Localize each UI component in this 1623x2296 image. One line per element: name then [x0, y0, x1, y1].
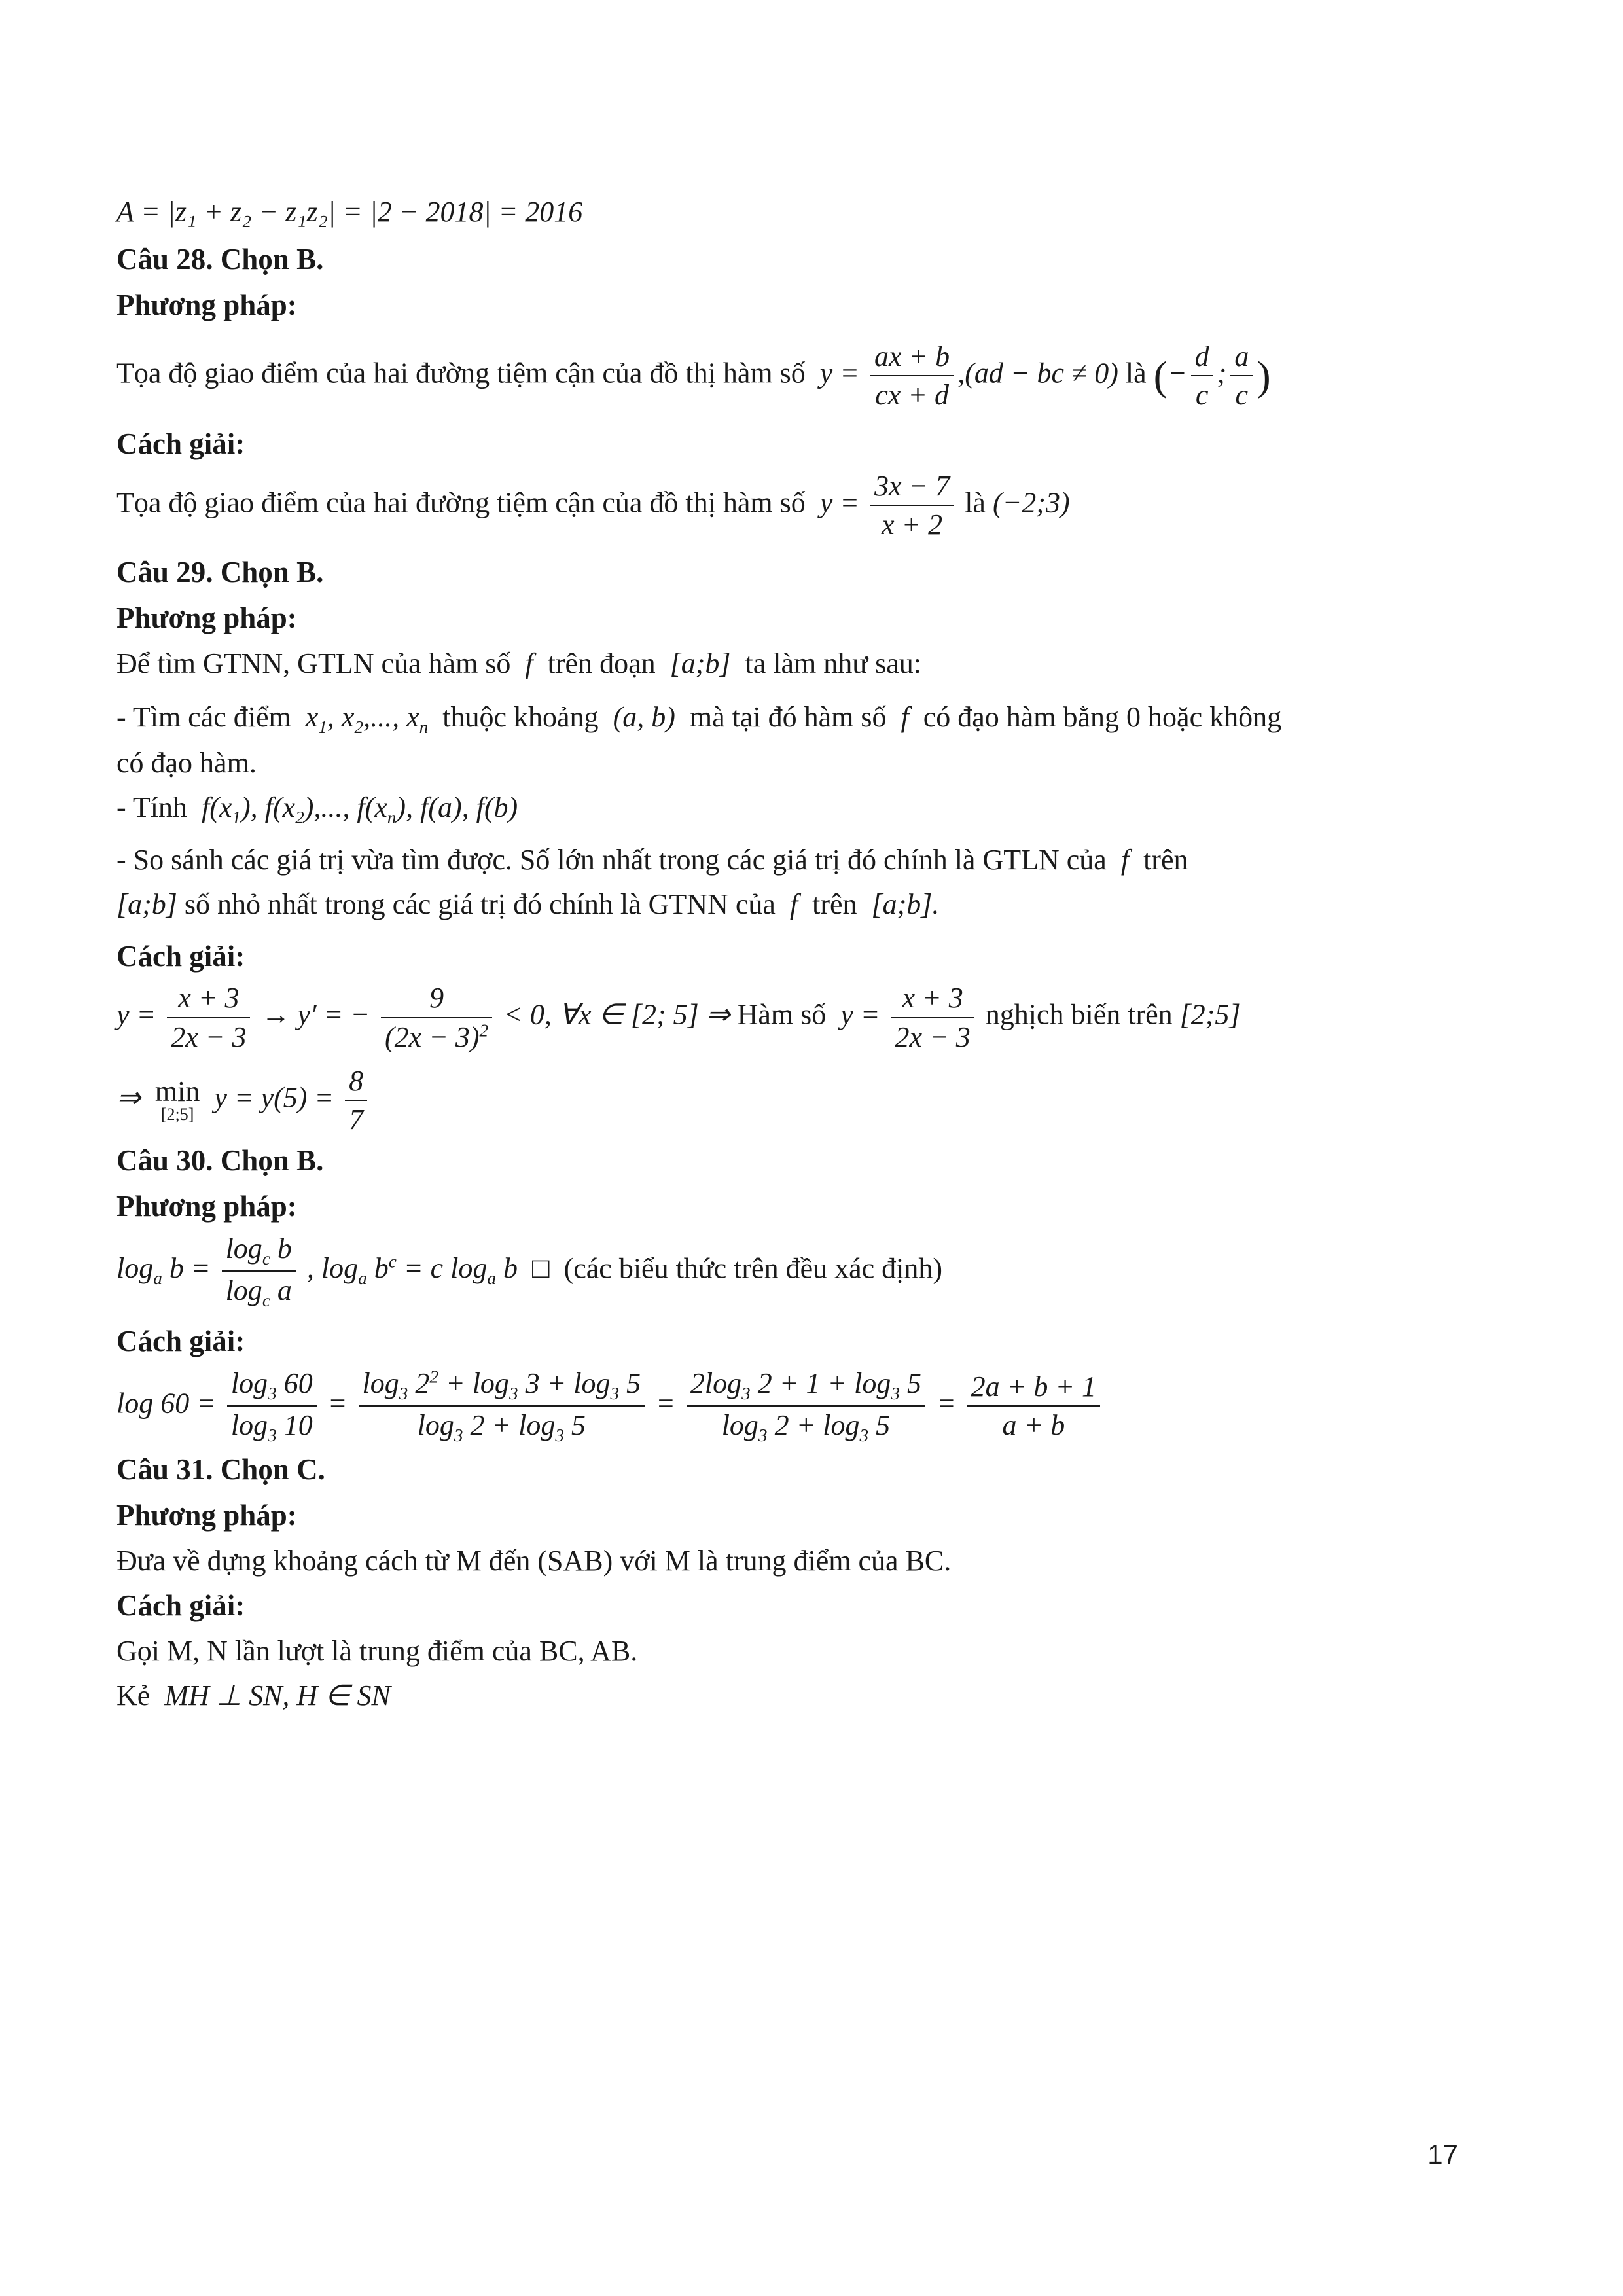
fraction: $\frac{2a + b + 1}{a + b}$ — [967, 1368, 1100, 1444]
q30-method-line: $\log_a b$ = $\frac{\log_c b}{\log_c a}$ , $\log_a b^c = c$ $\log_a b$ □ (các biểu thức trên đều xác định) — [116, 1230, 1458, 1313]
q31-method-label: Phương pháp: — [116, 1499, 297, 1532]
fraction: $\frac{9}{(2x - 3)^2}$ — [381, 979, 492, 1055]
q29-intro: Để tìm GTNN, GTLN của hàm số f trên đoạn [a;b] ta làm như sau: — [116, 647, 921, 679]
q29-solution-label: Cách giải: — [116, 939, 245, 973]
q29-step3: - So sánh các giá trị vừa tìm được. Số lớn nhất trong các giá trị đó chính là GTLN của f trên — [116, 844, 1188, 876]
fraction: $\frac{2\log_3 2 + 1 + \log_3 5}{\log_3 2 + \log_3 5}$ — [687, 1365, 925, 1448]
q31-method-text: Đưa về dựng khoảng cách từ M đến (SAB) với M là trung điểm của BC. — [116, 1544, 952, 1577]
q31-solution-label: Cách giải: — [116, 1589, 245, 1623]
q29-heading: Câu 29. Chọn B. — [116, 556, 324, 589]
q27-result-line: A = |z₁ + z₂ − z₁z₂| = |2 − 2018| = 2016 — [116, 196, 583, 228]
q30-heading: Câu 30. Chọn B. — [116, 1144, 324, 1177]
fraction: $\frac{\log_3 60}{\log_3 10}$ — [227, 1365, 317, 1448]
q28-solution-line: Tọa độ giao điểm của hai đường tiệm cận của đồ thị hàm số y = $\frac{3x - 7}{x + 2}$ là (−2;3) — [116, 467, 1458, 543]
fraction: $\frac{x + 3}{2x - 3}$ — [167, 979, 250, 1055]
q31-sol-line1: Gọi M, N lần lượt là trung điểm của BC, AB. — [116, 1634, 638, 1667]
q29-step2: - Tính $f(x_1)$, $f(x_2)$,..., $f(x_n)$, f(a), f(b) — [116, 791, 518, 827]
q29-step1: - Tìm các điểm $x_1$, $x_2$,..., $x_n$ thuộc khoảng (a, b) mà tại đó hàm số f có đạo hàm bằng 0 hoặc không — [116, 700, 1282, 737]
q29-min-line: ⇒ min [2;5] y = y(5) = $\frac{8}{7}$ — [116, 1062, 1458, 1138]
fraction: $\frac{x + 3}{2x - 3}$ — [891, 979, 974, 1055]
q30-solution-label: Cách giải: — [116, 1325, 245, 1358]
document-body — [116, 190, 1458, 1718]
q29-step3-cont: [a;b] số nhỏ nhất trong các giá trị đó chính là GTNN của f trên [a;b]. — [116, 888, 940, 921]
q31-sol-line2: Kẻ MH ⊥ SN, H ∈ SN — [116, 1679, 391, 1712]
fraction: $\frac{3x - 7}{x + 2}$ — [870, 467, 954, 543]
q29-step1-cont: có đạo hàm. — [116, 746, 257, 779]
q28-heading: Câu 28. Chọn B. — [116, 243, 324, 276]
q29-solution-line: y = $\frac{x + 3}{2x - 3}$ → y′ = − $\frac{9}{(2x - 3)^2}$ < 0, ∀x ∈ [2; 5] ⇒ Hàm số y = $\frac{x + 3}{2x - 3}$ nghịch biến trên [2;5] — [116, 979, 1458, 1055]
q28-method-label: Phương pháp: — [116, 288, 297, 321]
q28-solution-label: Cách giải: — [116, 427, 245, 461]
page-number: 17 — [1427, 2139, 1458, 2170]
fraction: $\frac{8}{7}$ — [345, 1062, 367, 1138]
fraction: $\frac{\log_3 2^2 + \log_3 3 + \log_3 5}{\log_3 2 + \log_3 5}$ — [359, 1365, 645, 1448]
fraction: $\frac{d}{c}$ — [1191, 338, 1213, 414]
fraction: $\frac{a}{c}$ — [1230, 338, 1253, 414]
q30-solution-line: log 60 = $\frac{\log_3 60}{\log_3 10}$ = $\frac{\log_3 2^2 + \log_3 3 + \log_3 5}{\log_3 2 + \log_3 5}$ = $\frac{2\log_3 2 + 1 + \log_3 5}{\log_3 2 + \log_3 5}$ = $\frac{2a + b + 1}{a + b}$ — [116, 1365, 1458, 1448]
q29-method-label: Phương pháp: — [116, 601, 297, 634]
q31-heading: Câu 31. Chọn C. — [116, 1453, 325, 1486]
fraction: $\frac{ax + b}{cx + d}$ — [870, 338, 954, 414]
q30-method-label: Phương pháp: — [116, 1189, 297, 1223]
fraction: $\frac{\log_c b}{\log_c a}$ — [222, 1230, 296, 1313]
q28-method-line: Tọa độ giao điểm của hai đường tiệm cận của đồ thị hàm số y = $\frac{ax + b}{cx + d}$ ,(ad − bc ≠ 0) là (− $\frac{d}{c}$ ; $\frac{a}{c}$ ) — [116, 338, 1458, 414]
